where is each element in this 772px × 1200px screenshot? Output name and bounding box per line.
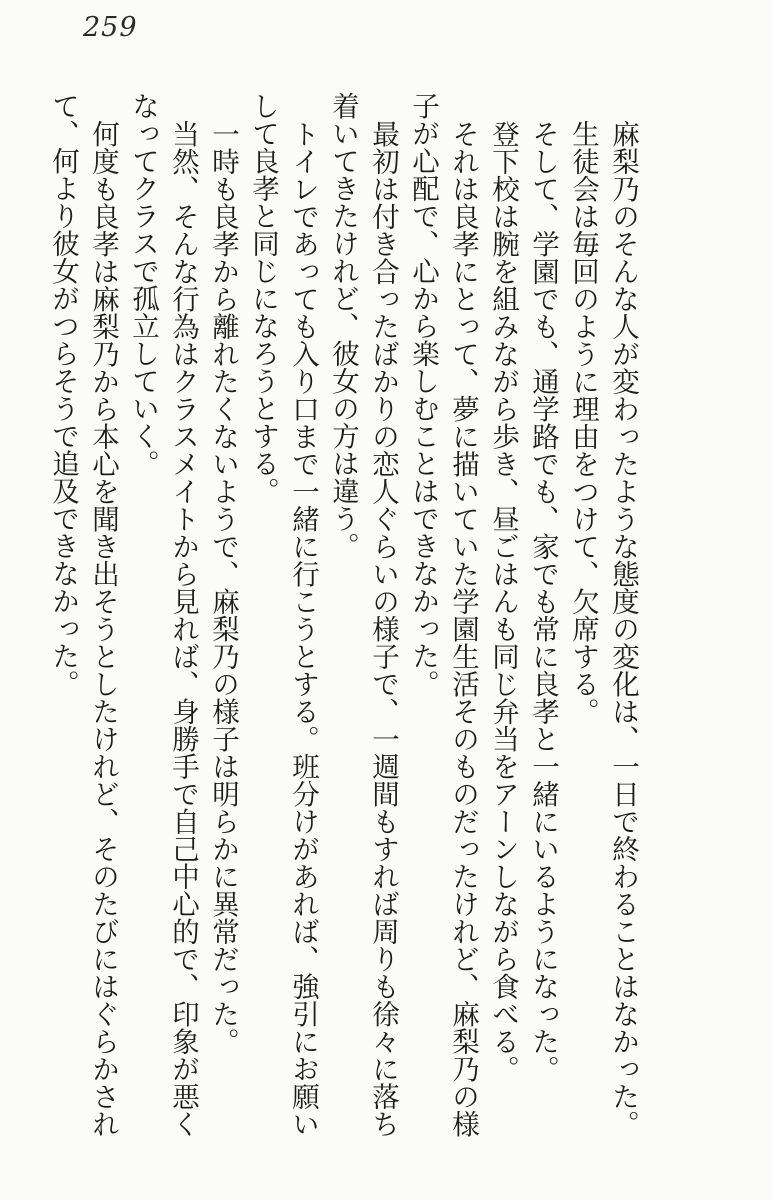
text-line: トイレであっても入り口まで一緒に行こうとする。班分けがあれば、強引にお願い	[287, 119, 319, 1137]
text-line: 何度も良孝は麻梨乃から本心を聞き出そうとしたけれど、そのたびにはぐらかされ	[87, 119, 119, 1137]
text-line: 着いてきたけれど、彼女の方は違う。	[327, 92, 359, 560]
text-line: 生徒会は毎回のように理由をつけて、欠席する。	[567, 119, 599, 725]
text-line: 登下校は腕を組みながら歩き、昼ごはんも同じ弁当をアーンしながら食べる。	[487, 119, 519, 1082]
text-line: して良孝と同じになろうとする。	[247, 92, 279, 505]
text-line: 子が心配で、心から楽しむことはできなかった。	[407, 92, 439, 697]
text-line: 麻梨乃のそんな人が変わったような態度の変化は、一日で終わることはなかった。	[607, 119, 639, 1137]
page-number: 259	[83, 12, 138, 43]
text-line: それは良孝にとって、夢に描いていた学園生活そのものだったけれど、麻梨乃の様	[447, 119, 479, 1137]
text-line: 当然、そんな行為はクラスメイトから見れば、身勝手で自己中心的で、印象が悪く	[167, 119, 199, 1137]
text-line: て、何より彼女がつらそうで追及できなかった。	[47, 92, 79, 697]
text-line: そして、学園でも、通学路でも、家でも常に良孝と一緒にいるようになった。	[527, 119, 559, 1082]
text-line: 最初は付き合ったばかりの恋人ぐらいの様子で、一週間もすれば周りも徐々に落ち	[367, 119, 399, 1137]
text-block	[43, 92, 643, 1148]
text-line: なってクラスで孤立していく。	[127, 92, 159, 477]
text-line: 一時も良孝から離れたくないようで、麻梨乃の様子は明らかに異常だった。	[207, 119, 239, 1055]
